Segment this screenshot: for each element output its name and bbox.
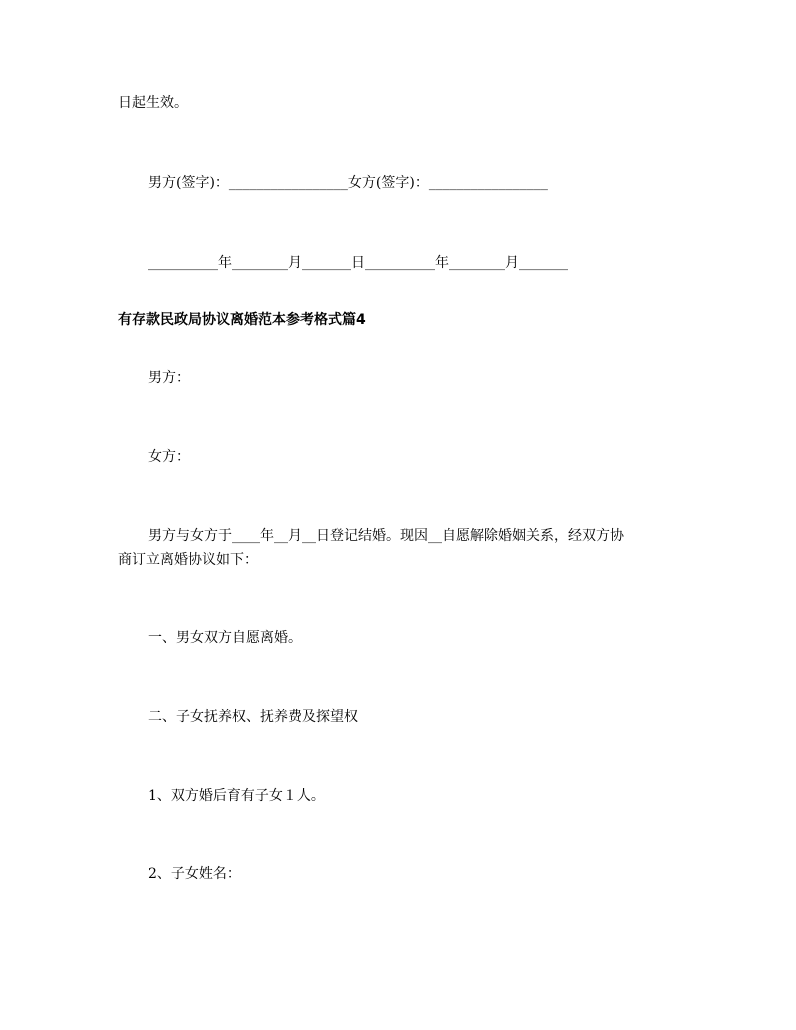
woman-label: 女方： <box>148 449 190 465</box>
clause-1: 一、男女双方自愿离婚。 <box>148 630 302 646</box>
section-heading: 有存款民政局协议离婚范本参考格式篇4 <box>118 312 366 328</box>
text-line-effective: 日起生效。 <box>118 95 188 111</box>
date-line: __________年________月_______日__________年________月_______ <box>148 255 568 271</box>
intro-paragraph-line-1: 男方与女方于____年__月__日登记结婚。现因__自愿解除婚姻关系，经双方协 <box>148 528 624 544</box>
signature-line: 男方(签字)：_________________女方(签字)：_________________ <box>148 175 548 191</box>
intro-paragraph-line-2: 商订立离婚协议如下： <box>118 552 258 568</box>
clause-2: 二、子女抚养权、抚养费及探望权 <box>148 709 358 725</box>
sub-item-1: 1、双方婚后育有子女１人。 <box>148 788 325 804</box>
sub-item-2: 2、子女姓名： <box>148 866 241 882</box>
man-label: 男方： <box>148 370 190 386</box>
